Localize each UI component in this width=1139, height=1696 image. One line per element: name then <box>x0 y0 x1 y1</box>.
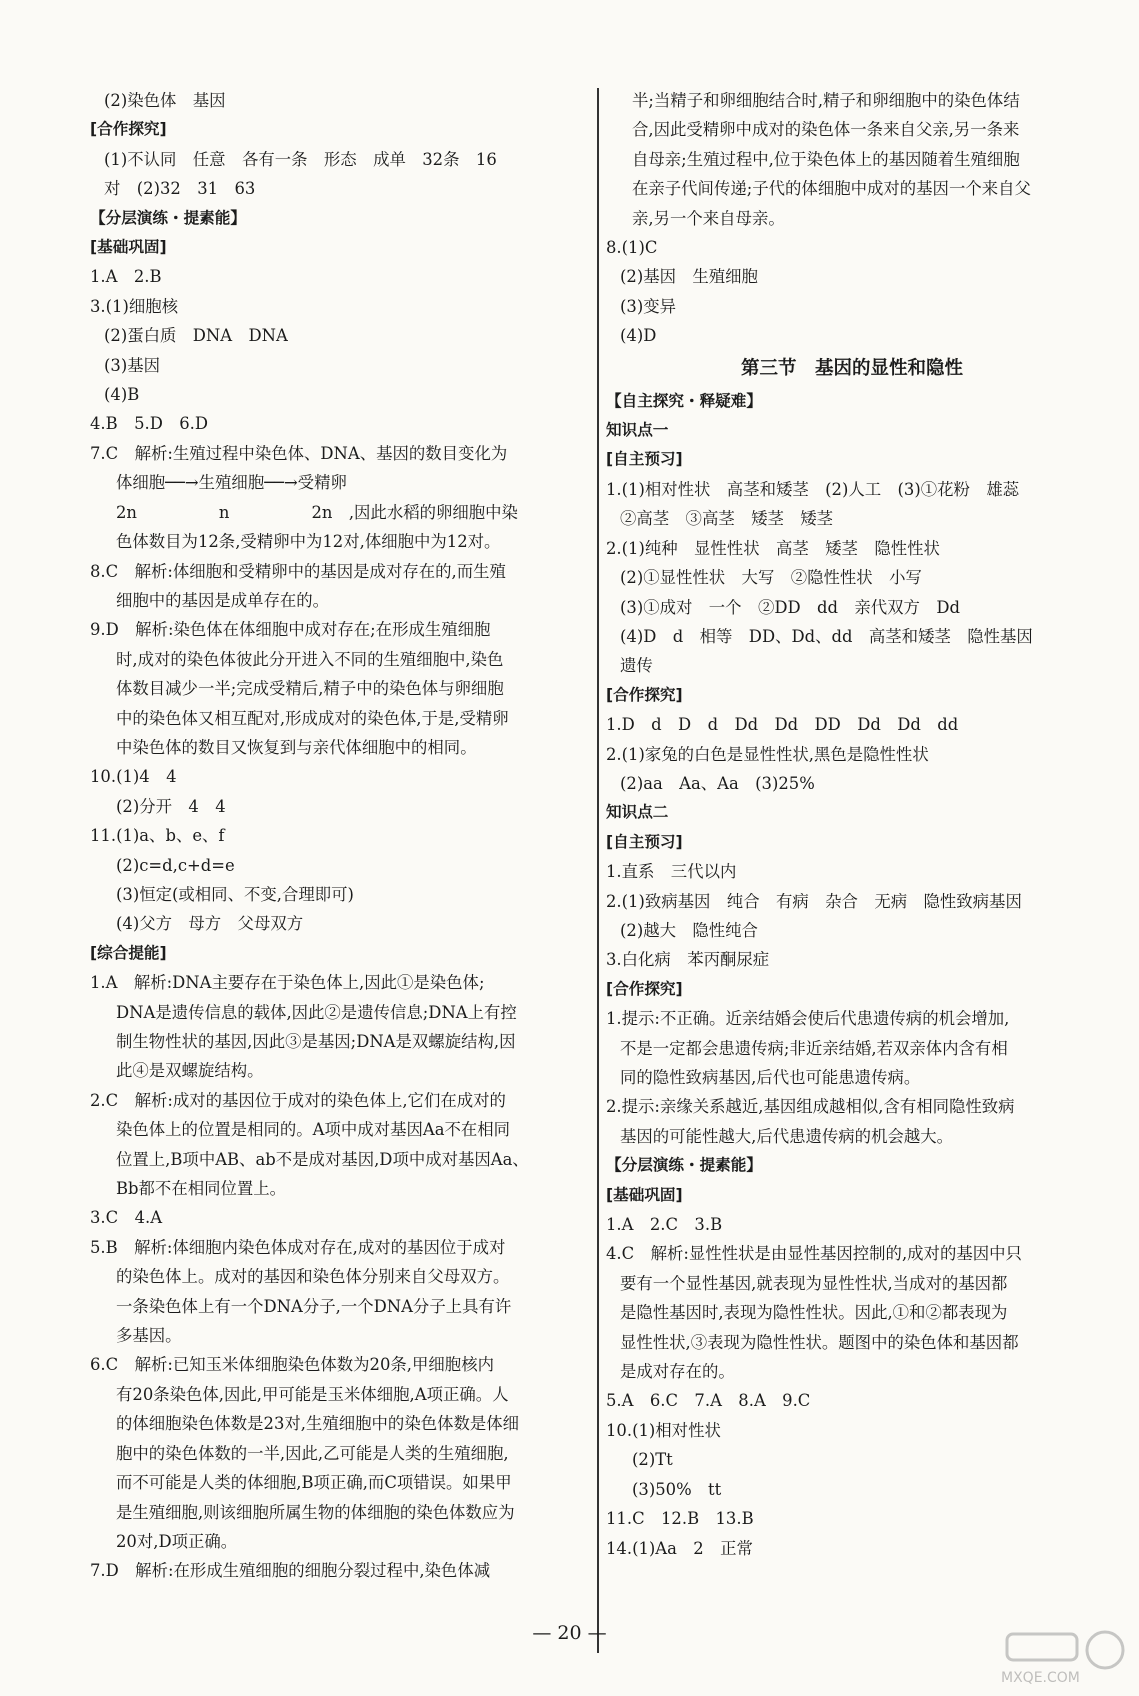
column-divider <box>597 88 599 1653</box>
answer-line: 对 (2)32 31 63 <box>104 179 256 199</box>
answer-line: 6.C 解析:已知玉米体细胞染色体数为20条,甲细胞核内 <box>90 1355 494 1375</box>
answer-line: (3)①成对 一个 ②DD dd 亲代双方 Dd <box>620 597 960 617</box>
answer-line: 同的隐性致病基因,后代也可能患遗传病。 <box>620 1068 921 1087</box>
section-heading: [基础巩固] <box>90 238 167 257</box>
answer-line: 11.C 12.B 13.B <box>606 1509 754 1529</box>
answer-line: 时,成对的染色体彼此分开进入不同的生殖细胞中,染色 <box>116 649 504 669</box>
section-title: 第三节 基因的显性和隐性 <box>740 357 963 379</box>
answer-line: 不是一定都会患遗传病;非近亲结婚,若双亲体内含有相 <box>620 1038 1008 1058</box>
answer-line: (3)恒定(或相同、不变,合理即可) <box>116 884 354 904</box>
answer-line: (1)不认同 任意 各有一条 形态 成单 32条 16 <box>104 149 497 169</box>
answer-line: 1.A 2.C 3.B <box>606 1215 723 1235</box>
answer-line: (3)变异 <box>620 296 676 316</box>
answer-line: 1.A 解析:DNA主要存在于染色体上,因此①是染色体; <box>90 973 485 993</box>
answer-line: 2.C 解析:成对的基因位于成对的染色体上,它们在成对的 <box>90 1090 506 1110</box>
answer-line: 一条染色体上有一个DNA分子,一个DNA分子上具有许 <box>116 1296 512 1316</box>
answer-line: (2)Tt <box>632 1450 673 1470</box>
answer-line: 4.B 5.D 6.D <box>90 414 209 434</box>
answer-line: 位置上,B项中AB、ab不是成对基因,D项中成对基因Aa、 <box>116 1149 529 1169</box>
answer-line: 4.C 解析:显性性状是由显性基因控制的,成对的基因中只 <box>606 1244 1022 1264</box>
section-heading: [综合提能] <box>90 943 167 962</box>
answer-line: 1.提示:不正确。近亲结婚会使后代患遗传病的机会增加, <box>606 1009 1010 1029</box>
answer-line: 1.D d D d Dd Dd DD Dd Dd dd <box>606 715 959 735</box>
left-column <box>90 86 590 1586</box>
answer-line: 是生殖细胞,则该细胞所属生物的体细胞的染色体数应为 <box>116 1502 515 1522</box>
answer-line: 2n n 2n ,因此水稻的卵细胞中染 <box>116 502 518 522</box>
answer-line: 中的染色体又相互配对,形成成对的染色体,于是,受精卵 <box>116 708 509 728</box>
answer-line: Bb都不在相同位置上。 <box>116 1179 287 1199</box>
answer-line: 此④是双螺旋结构。 <box>116 1061 264 1081</box>
section-heading: [合作探究] <box>606 685 683 704</box>
answer-line: 多基因。 <box>116 1326 182 1346</box>
answer-line: 而不可能是人类的体细胞,B项正确,而C项错误。如果甲 <box>116 1473 512 1493</box>
answer-line: 3.(1)细胞核 <box>90 296 179 316</box>
answer-line: 5.B 解析:体细胞内染色体成对存在,成对的基因位于成对 <box>90 1237 506 1257</box>
section-heading: [合作探究] <box>90 120 167 139</box>
section-heading: [自主预习] <box>606 832 683 851</box>
answer-line: 14.(1)Aa 2 正常 <box>606 1538 753 1558</box>
answer-line: 制生物性状的基因,因此③是基因;DNA是双螺旋结构,因 <box>116 1032 516 1051</box>
answer-line: 2.提示:亲缘关系越近,基因组成越相似,含有相同隐性致病 <box>606 1097 1015 1117</box>
section-heading: [合作探究] <box>606 979 683 998</box>
answer-line: 5.A 6.C 7.A 8.A 9.C <box>606 1391 811 1411</box>
watermark-logo <box>1001 1626 1127 1686</box>
answer-line: 细胞中的基因是成单存在的。 <box>116 590 330 610</box>
answer-line: 是隐性基因时,表现为隐性性状。因此,①和②都表现为 <box>620 1303 1008 1323</box>
answer-line: 8.(1)C <box>606 238 658 258</box>
page-number: — 20 — <box>532 1622 607 1644</box>
answer-line: (2)染色体 基因 <box>104 91 226 110</box>
answer-line: 3.C 4.A <box>90 1208 163 1228</box>
answer-line: 2.(1)家兔的白色是显性性状,黑色是隐性性状 <box>606 744 929 764</box>
section-heading: 【分层演练・提素能】 <box>606 1156 762 1175</box>
answer-line: 基因的可能性越大,后代患遗传病的机会越大。 <box>620 1126 954 1146</box>
answer-line: (2)基因 生殖细胞 <box>620 267 758 287</box>
section-heading: 知识点二 <box>606 803 669 822</box>
right-column <box>606 86 1098 1563</box>
answer-line: 色体数目为12条,受精卵中为12对,体细胞中为12对。 <box>116 532 501 552</box>
answer-line: 有20条染色体,因此,甲可能是玉米体细胞,A项正确。人 <box>116 1384 509 1404</box>
answer-line: (2)c=d,c+d=e <box>116 855 235 875</box>
answer-line: 3.白化病 苯丙酮尿症 <box>606 950 770 970</box>
answer-line: 9.D 解析:染色体在体细胞中成对存在;在形成生殖细胞 <box>90 620 491 640</box>
answer-line: ②高茎 ③高茎 矮茎 矮茎 <box>620 509 834 529</box>
answer-line: 1.(1)相对性状 高茎和矮茎 (2)人工 (3)①花粉 雄蕊 <box>606 479 1020 499</box>
answer-line: 8.C 解析:体细胞和受精卵中的基因是成对存在的,而生殖 <box>90 561 506 581</box>
answer-line: (2)蛋白质 DNA DNA <box>104 326 288 346</box>
answer-line: (4)B <box>104 385 140 405</box>
answer-line: 的染色体上。成对的基因和染色体分别来自父母双方。 <box>116 1267 510 1287</box>
answer-line: 是成对存在的。 <box>620 1362 735 1382</box>
answer-line: (2)①显性性状 大写 ②隐性性状 小写 <box>620 568 922 588</box>
answer-line: 合,因此受精卵中成对的染色体一条来自父亲,另一条来 <box>632 120 1020 140</box>
answer-line: 遗传 <box>620 656 653 676</box>
answer-line: 自母亲;生殖过程中,位于染色体上的基因随着生殖细胞 <box>632 149 1020 169</box>
answer-line: (2)越大 隐性纯合 <box>620 920 758 940</box>
section-heading: 知识点一 <box>606 421 669 440</box>
answer-line: 1.A 2.B <box>90 267 162 287</box>
answer-line: 20对,D项正确。 <box>116 1531 238 1551</box>
answer-line: 7.D 解析:在形成生殖细胞的细胞分裂过程中,染色体减 <box>90 1561 491 1581</box>
answer-line: 11.(1)a、b、e、f <box>90 826 225 846</box>
answer-line: DNA是遗传信息的载体,因此②是遗传信息;DNA上有控 <box>116 1002 517 1022</box>
answer-line: 显性性状,③表现为隐性性状。题图中的染色体和基因都 <box>620 1332 1019 1352</box>
answer-line: 在亲子代间传递;子代的体细胞中成对的基因一个来自父 <box>632 179 1031 199</box>
answer-line: (3)基因 <box>104 355 160 375</box>
answer-line: 10.(1)相对性状 <box>606 1420 721 1440</box>
answer-line: 10.(1)4 4 <box>90 767 177 787</box>
answer-line: 的体细胞染色体数是23对,生殖细胞中的染色体数是体细 <box>116 1414 520 1434</box>
answer-line: (2)分开 4 4 <box>116 796 226 816</box>
answer-line: 7.C 解析:生殖过程中染色体、DNA、基因的数目变化为 <box>90 443 508 463</box>
answer-line: 2.(1)纯种 显性性状 高茎 矮茎 隐性性状 <box>606 538 940 558</box>
answer-line: 中染色体的数目又恢复到与亲代体细胞中的相同。 <box>116 737 477 757</box>
answer-line: 2.(1)致病基因 纯合 有病 杂合 无病 隐性致病基因 <box>606 891 1022 911</box>
answer-line: 要有一个显性基因,就表现为显性性状,当成对的基因都 <box>620 1273 1008 1293</box>
answer-line: 亲,另一个来自母亲。 <box>632 208 785 228</box>
section-heading: [基础巩固] <box>606 1185 683 1204</box>
answer-line: 体数目减少一半;完成受精后,精子中的染色体与卵细胞 <box>116 679 504 699</box>
section-heading: [自主预习] <box>606 450 683 469</box>
answer-line: (3)50% tt <box>632 1479 722 1499</box>
answer-line: 半;当精子和卵细胞结合时,精子和卵细胞中的染色体结 <box>632 91 1020 110</box>
answer-line: 1.直系 三代以内 <box>606 862 737 882</box>
answer-line: (4)D d 相等 DD、Dd、dd 高茎和矮茎 隐性基因 <box>620 626 1033 646</box>
answer-line: (2)aa Aa、Aa (3)25% <box>620 773 815 793</box>
answer-line: 胞中的染色体数的一半,因此,乙可能是人类的生殖细胞, <box>116 1443 509 1463</box>
section-heading: 【自主探究・释疑难】 <box>606 391 762 410</box>
answer-line: (4)D <box>620 326 657 346</box>
watermark-text: MXQE.COM <box>1001 1670 1080 1686</box>
answer-line: 体细胞──→生殖细胞──→受精卵 <box>116 473 347 493</box>
answer-line: 染色体上的位置是相同的。A项中成对基因Aa不在相同 <box>116 1120 511 1140</box>
section-heading: 【分层演练・提素能】 <box>90 208 246 227</box>
answer-line: (4)父方 母方 父母双方 <box>116 914 304 934</box>
